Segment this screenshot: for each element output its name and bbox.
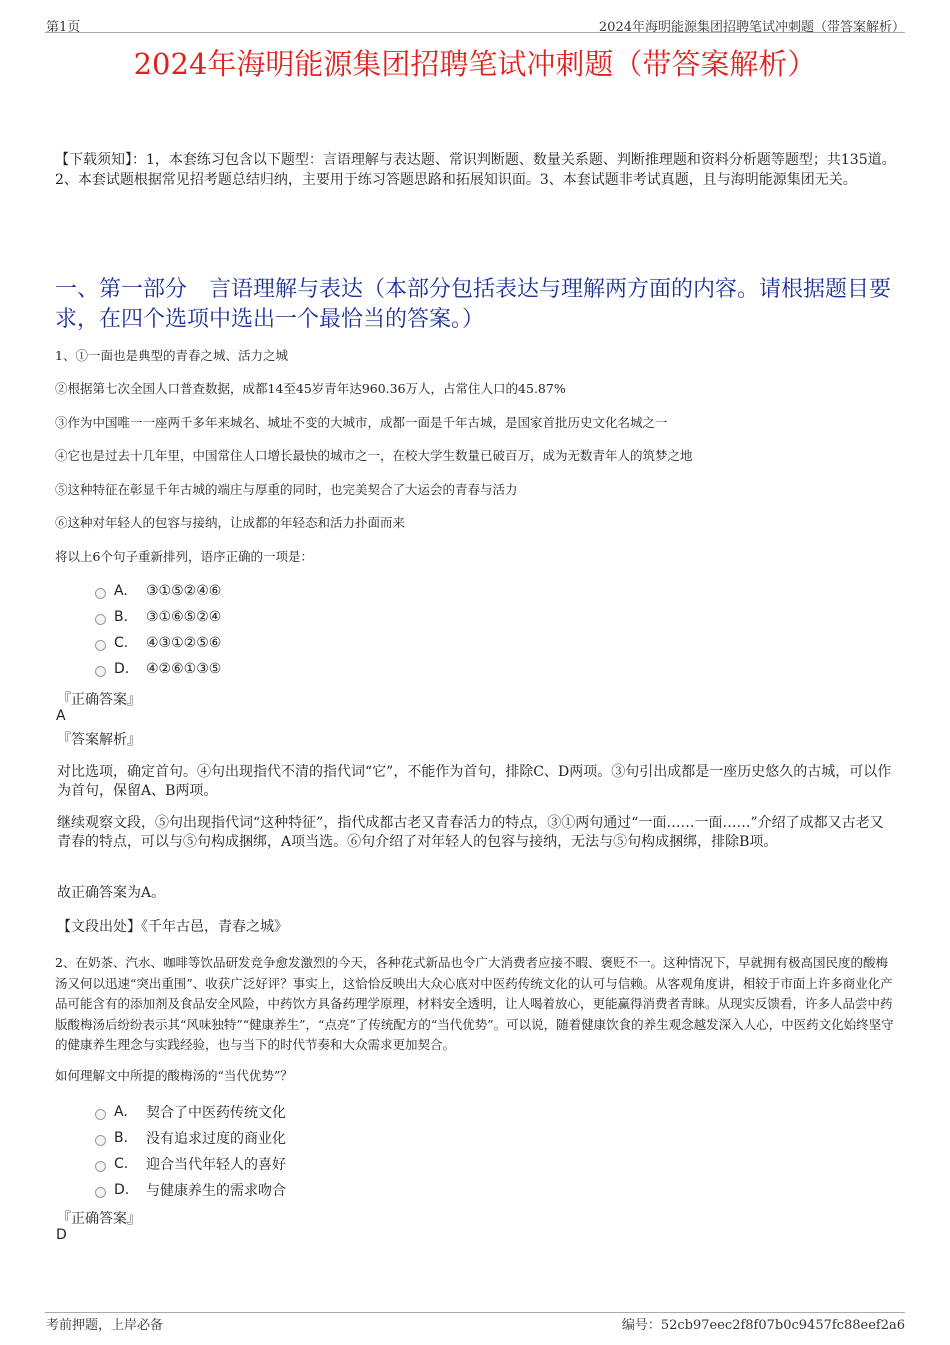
q1-source: 【文段出处】《千年古邑，青春之城》 [57, 919, 288, 935]
q2-answer: D [56, 1227, 67, 1243]
q1-analysis-para: 继续观察文段，⑤句出现指代词“这种特征”，指代成都古老又青春活力的特点，③①两句通过“一面……一面……”介绍了成都又古老又青春的特点，可以与⑤句构成捆绑，A项当选。⑥句介绍了对年轻人的包容与接纳，无法与⑤句构成捆绑，排除B项。 [57, 815, 884, 850]
download-notice: 【下载须知】：1，本套练习包含以下题型：言语理解与表达题、常识判断题、数量关系题、判断推理题和资料分析题等题型；共135道。2、本套试题根据常见招考题总结归纳，主要用于练习答题思路和拓展知识面。3、本套试题非考试真题，且与海明能源集团无关。 [55, 152, 896, 188]
q1-line: ②根据第七次全国人口普查数据，成都14至45岁青年达960.36万人，占常住人口的45.87% [55, 381, 566, 396]
radio-icon[interactable] [95, 666, 106, 677]
q1-line: ③作为中国唯一一座两千多年来城名、城址不变的大城市，成都一面是千年古城，是国家首批历史文化名城之一 [55, 415, 668, 430]
q1-option-c[interactable]: C. ④③①②⑤⑥ [95, 635, 221, 651]
q1-option-a[interactable]: A. ③①⑤②④⑥ [95, 583, 221, 599]
q1-analysis-para: 对比选项，确定首句。④句出现指代不清的指代词“它”，不能作为首句，排除C、D两项。③句引出成都是一座历史悠久的古城，可以作为首句，保留A、B两项。 [57, 764, 892, 799]
q1-question: 将以上6个句子重新排列，语序正确的一项是： [55, 549, 313, 564]
q1-option-b[interactable]: B. ③①⑥⑤②④ [95, 609, 221, 625]
footer-doc-id: 编号：52cb97eec2f8f07b0c9457fc88eef2a6 [621, 1318, 905, 1333]
radio-icon[interactable] [95, 588, 106, 599]
q2-option-d[interactable]: D. 与健康养生的需求吻合 [95, 1180, 286, 1200]
q2-answer-label: 『正确答案』 [57, 1211, 141, 1227]
q1-analysis-para: 故正确答案为A。 [57, 885, 166, 901]
q2-question: 如何理解文中所提的酸梅汤的“当代优势”？ [55, 1068, 293, 1083]
radio-icon[interactable] [95, 1161, 106, 1172]
radio-icon[interactable] [95, 1109, 106, 1120]
radio-icon[interactable] [95, 1187, 106, 1198]
document-title: 2024年海明能源集团招聘笔试冲刺题（带答案解析） [133, 47, 817, 81]
q2-option-c[interactable]: C. 迎合当代年轻人的喜好 [95, 1154, 286, 1174]
q2-passage: 2、在奶茶、汽水、咖啡等饮品研发竞争愈发激烈的今天，各种花式新品也令广大消费者应接不暇、褒贬不一。这种情况下，早就拥有极高国民度的酸梅汤又何以迅速“突出重围”、收获广泛好评？事实上，这恰恰反映出大众心底对中医药传统文化的认可与信赖。从客观角度讲，相较于市面上许多商业化产品可能含有的添加剂及食品安全风险，中药饮方具备药理学原理，材料安全透明，让人喝着放心，更能赢得消费者青睐。从现实反馈看，许多人品尝中药版酸梅汤后纷纷表示其“风味独特”“健康养生”，“点亮”了传统配方的“当代优势”。可以说，随着健康饮食的养生观念越发深入人心，中医药文化始终坚守的健康养生理念与实践经验，也与当下的时代节奏和大众需求更加契合。 [55, 955, 894, 1052]
q1-line: 1、①一面也是典型的青春之城、活力之城 [55, 348, 288, 363]
footer-slogan: 考前押题，上岸必备 [46, 1318, 164, 1333]
q1-analysis-label: 『答案解析』 [57, 732, 141, 748]
q1-answer-label: 『正确答案』 [57, 692, 141, 708]
section-heading: 一、第一部分 言语理解与表达（本部分包括表达与理解两方面的内容。请根据题目要求，在四个选项中选出一个最恰当的答案。） [55, 277, 892, 332]
radio-icon[interactable] [95, 640, 106, 651]
q2-option-a[interactable]: A. 契合了中医药传统文化 [95, 1102, 286, 1122]
footer-divider [45, 1312, 905, 1313]
q1-answer: A [56, 708, 66, 724]
q1-line: ④它也是过去十几年里，中国常住人口增长最快的城市之一，在校大学生数量已破百万，成为无数青年人的筑梦之地 [55, 448, 693, 463]
q1-line: ⑥这种对年轻人的包容与接纳，让成都的年轻态和活力扑面而来 [55, 515, 406, 530]
header-divider [45, 32, 905, 33]
q1-option-d[interactable]: D. ④②⑥①③⑤ [95, 661, 221, 677]
q2-option-b[interactable]: B. 没有追求过度的商业化 [95, 1128, 286, 1148]
radio-icon[interactable] [95, 614, 106, 625]
header-doc-title: 2024年海明能源集团招聘笔试冲刺题（带答案解析） [598, 20, 905, 35]
q1-line: ⑤这种特征在彰显千年古城的端庄与厚重的同时，也完美契合了大运会的青春与活力 [55, 482, 518, 497]
page-number: 第1页 [46, 20, 81, 35]
radio-icon[interactable] [95, 1135, 106, 1146]
